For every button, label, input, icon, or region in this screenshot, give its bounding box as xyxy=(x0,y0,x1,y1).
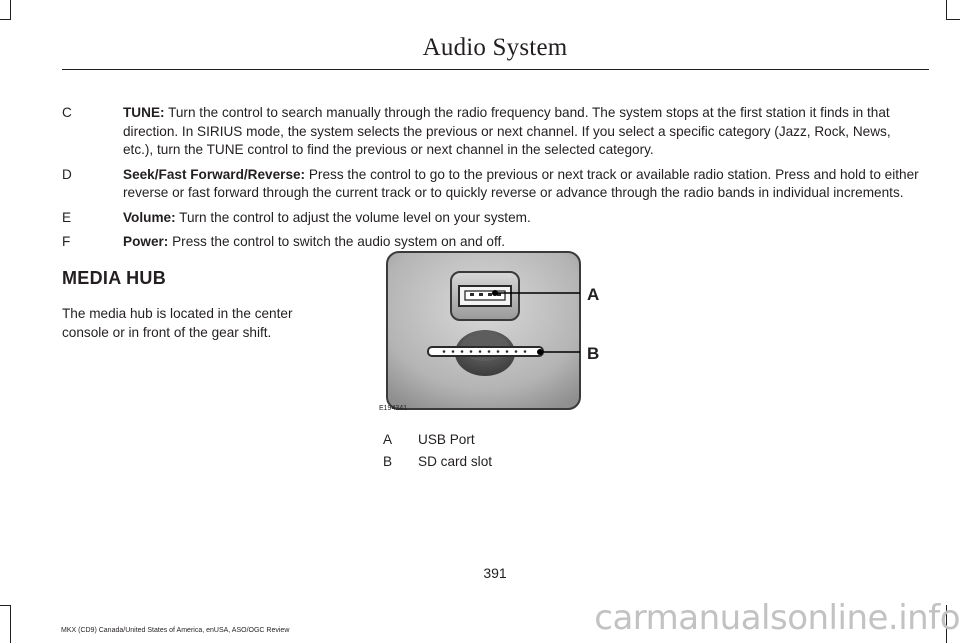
section-heading: MEDIA HUB xyxy=(62,268,167,288)
definition-text: Press the control to switch the audio system on and off. xyxy=(168,234,506,249)
definition-text: Press the control to go to the previous or next track or available radio station. Press and hold to either reverse or fast forward through the current track or to quickly reverse or advance through the radio bands in individual increments. xyxy=(123,166,919,200)
media-hub-illustration xyxy=(378,246,610,416)
definition-term: TUNE: xyxy=(123,105,165,120)
callout-label-b: B xyxy=(587,344,600,363)
definition-item-d xyxy=(62,166,924,203)
header-divider xyxy=(62,69,929,70)
callout-label-a: A xyxy=(587,285,600,304)
control-definitions-list xyxy=(62,104,924,258)
definition-item-e xyxy=(62,209,924,228)
watermark-text: carmanualsonline.info xyxy=(594,598,960,638)
figure-code: E194341 xyxy=(379,405,408,412)
definition-text: Turn the control to search manually through the radio frequency band. The system stops at the first station it finds in that direction. In SIRIUS mode, the system selects the previous or next channel. If you select a specific category (Jazz, Rock, News, etc.), turn the TUNE control to find the previous or next channel in the selected category. xyxy=(123,105,891,157)
crop-mark-top-right-h xyxy=(946,19,960,20)
legend-text: USB Port xyxy=(418,432,475,447)
section-body-text: The media hub is located in the center console or in front of the gear shift. xyxy=(62,306,293,340)
definition-term: Volume: xyxy=(123,209,176,225)
page-number: 391 xyxy=(483,565,507,581)
footer-note: MKX (CD9) Canada/United States of America, enUSA, ASO/OGC Review xyxy=(61,627,290,634)
page-header-title: Audio System xyxy=(422,34,568,61)
crop-mark-bottom-left-v xyxy=(10,605,11,643)
definition-key: E xyxy=(62,209,72,225)
crop-mark-top-left-h xyxy=(0,19,11,20)
definition-text: Turn the control to adjust the volume level on your system. xyxy=(175,209,531,225)
crop-mark-top-left-v xyxy=(10,0,11,20)
legend-key: B xyxy=(383,454,393,469)
crop-mark-bottom-left-h xyxy=(0,605,11,606)
definition-key: C xyxy=(62,105,72,120)
definition-key: F xyxy=(62,234,71,249)
legend-text: SD card slot xyxy=(418,454,493,469)
definition-term: Seek/Fast Forward/Reverse: xyxy=(123,166,306,182)
crop-mark-top-right-v xyxy=(946,0,947,20)
definition-key: D xyxy=(62,166,72,182)
definition-term: Power: xyxy=(123,234,169,249)
legend-key: A xyxy=(383,432,393,447)
definition-item-c xyxy=(62,104,924,160)
